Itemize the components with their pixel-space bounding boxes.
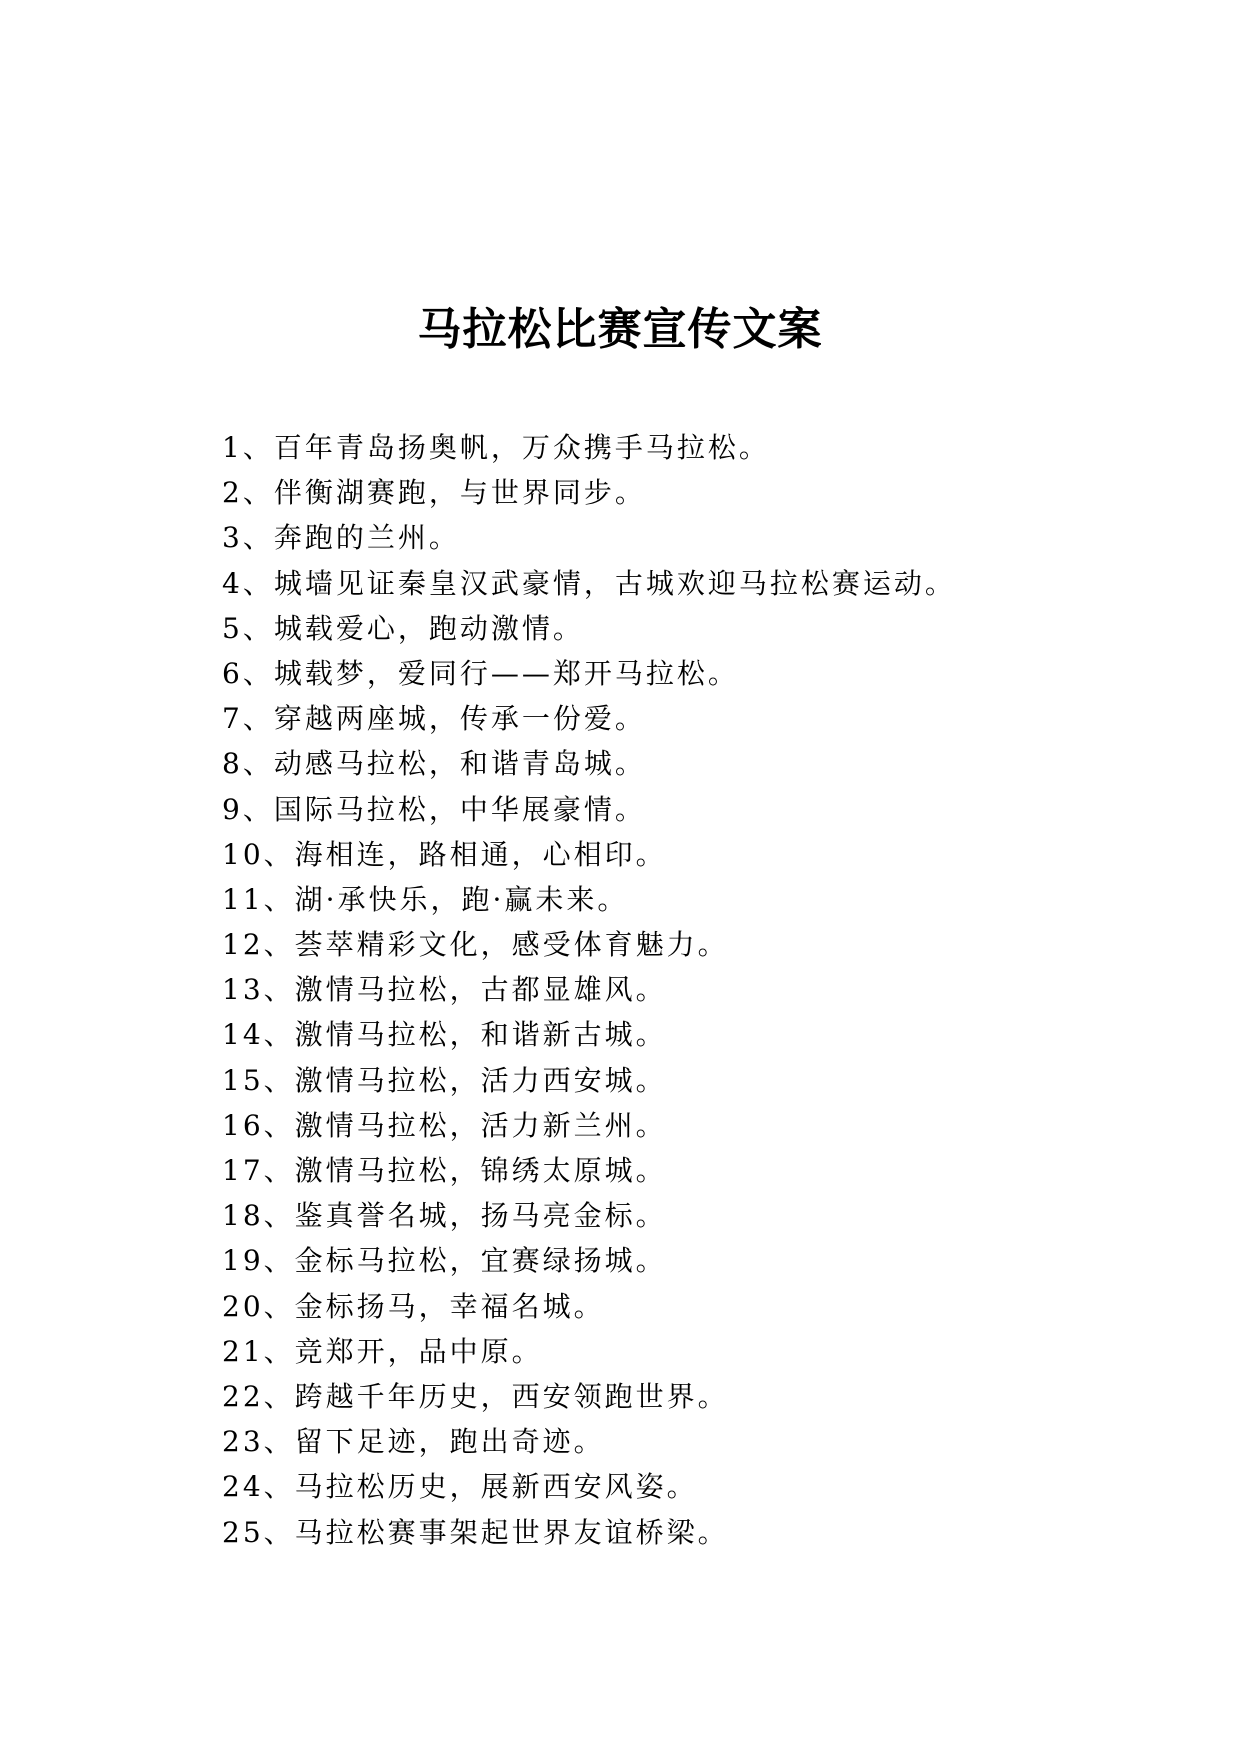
- list-item: 24、马拉松历史，展新西安风姿。: [222, 1470, 698, 1504]
- list-item: 22、跨越千年历史，西安领跑世界。: [222, 1379, 729, 1413]
- list-item: 4、城墙见证秦皇汉武豪情，古城欢迎马拉松赛运动。: [222, 566, 956, 600]
- list-item: 3、奔跑的兰州。: [222, 521, 460, 555]
- list-item: 13、激情马拉松，古都显雄风。: [222, 973, 667, 1007]
- list-item: 15、激情马拉松，活力西安城。: [222, 1063, 667, 1097]
- list-item: 16、激情马拉松，活力新兰州。: [222, 1108, 667, 1142]
- list-item: 23、留下足迹，跑出奇迹。: [222, 1425, 605, 1459]
- list-item: 8、动感马拉松，和谐青岛城。: [222, 747, 646, 781]
- list-item: 14、激情马拉松，和谐新古城。: [222, 1018, 667, 1052]
- list-item: 6、城载梦，爱同行——郑开马拉松。: [222, 656, 739, 690]
- list-item: 10、海相连，路相通，心相印。: [222, 837, 667, 871]
- list-item: 5、城载爱心，跑动激情。: [222, 611, 584, 645]
- list-item: 20、金标扬马，幸福名城。: [222, 1289, 605, 1323]
- list-item: 11、湖·承快乐，跑·赢未来。: [222, 882, 629, 916]
- list-item: 2、伴衡湖赛跑，与世界同步。: [222, 476, 646, 510]
- list-item: 17、激情马拉松，锦绣太原城。: [222, 1154, 667, 1187]
- list-item: 12、荟萃精彩文化，感受体育魅力。: [222, 928, 729, 962]
- document-title: 马拉松比赛宣传文案: [417, 304, 823, 355]
- list-item: 7、穿越两座城，传承一份爱。: [222, 702, 646, 736]
- list-item: 9、国际马拉松，中华展豪情。: [222, 792, 646, 826]
- list-item: 21、竞郑开，品中原。: [222, 1334, 543, 1368]
- list-item: 19、金标马拉松，宜赛绿扬城。: [222, 1244, 667, 1278]
- list-item: 25、马拉松赛事架起世界友谊桥梁。: [222, 1515, 729, 1549]
- list-item: 18、鉴真誉名城，扬马亮金标。: [222, 1199, 667, 1233]
- list-item: 1、百年青岛扬奥帆，万众携手马拉松。: [222, 431, 770, 464]
- slogan-list: [222, 425, 1222, 1555]
